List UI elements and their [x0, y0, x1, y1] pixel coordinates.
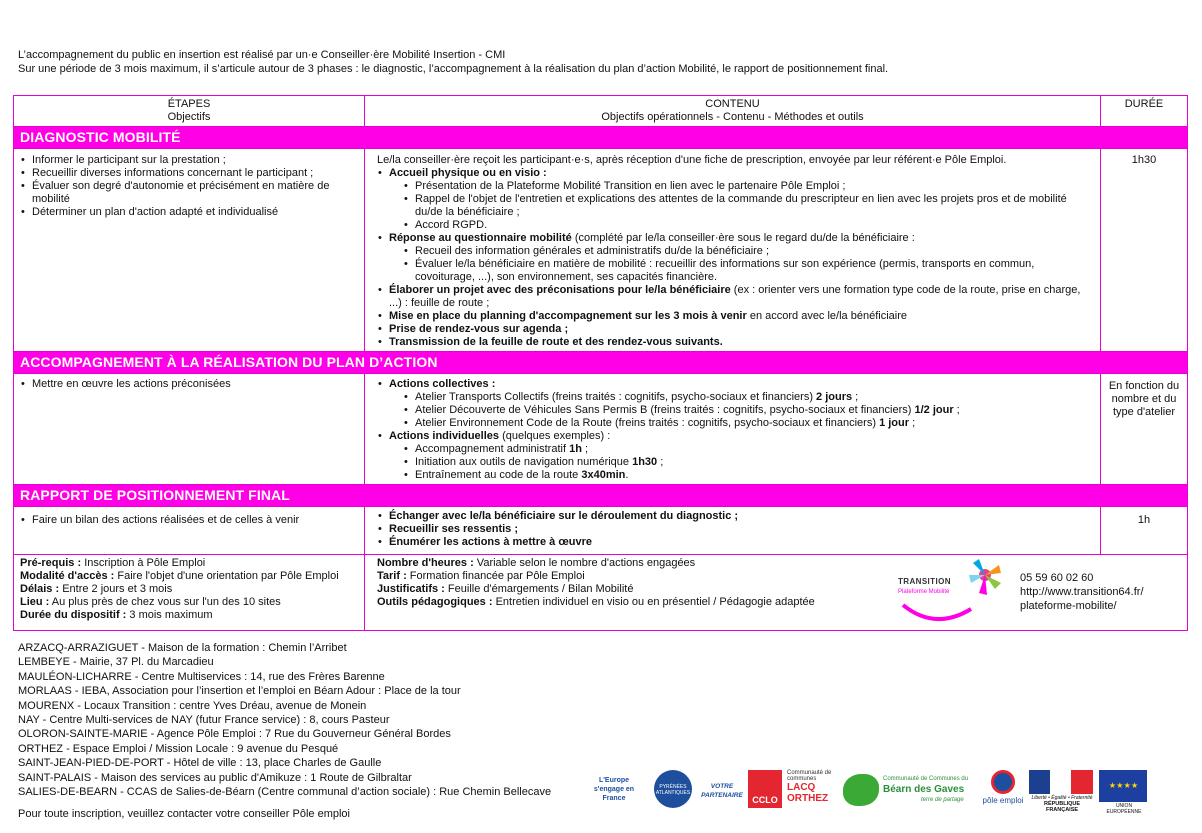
ue-name: UNION EUROPÉENNE: [1106, 803, 1142, 815]
transition-logo-sub: Plateforme Mobilité: [898, 589, 950, 595]
site-item: ORTHEZ - Espace Emploi / Mission Locale : 9 avenue du Pesqué: [18, 742, 339, 755]
bearn-name: Béarn des Gaves: [883, 784, 965, 795]
intro-text: [18, 48, 888, 76]
item-duration: 1 jour: [879, 417, 910, 429]
item-text: Atelier Transports Collectifs (freins traités : cognitifs, psycho-sociaux et financiers): [415, 391, 817, 403]
item-end: ;: [909, 417, 916, 429]
list-item: • Rappel de l'objet de l'entretien et explications des attentes de la commande du prescripteur en lien avec les projets pros et de mobilité du/de la bénéficiaire ;: [415, 193, 1094, 219]
indiv-title: Actions individuelles: [389, 430, 500, 442]
list-item: • Mettre en œuvre les actions préconisées: [32, 378, 358, 391]
projet-rest: (ex : orienter vers une formation type code de la route, prise en charge, ...) : feuille de route ;: [389, 284, 1081, 309]
header-duree: DURÉE: [1124, 98, 1164, 110]
pyrenees-icon: PYRÉNÉES ATLANTIQUES: [654, 770, 692, 808]
accueil-list: [389, 180, 1094, 232]
pole-emploi-logo: [979, 770, 1027, 812]
footer-note: Pour toute inscription, veuillez contacter votre conseiller Pôle emploi: [18, 808, 350, 820]
info-value: Formation financée par Pôle Emploi: [406, 570, 585, 582]
site-item: ARZACQ-ARRAZIGUET - Maison de la formation : Chemin l’Arribet: [18, 642, 347, 654]
cclo-logo: [747, 770, 783, 812]
quest-title: Réponse au questionnaire mobilité: [389, 232, 572, 244]
bearn-icon: [843, 774, 879, 806]
rapport-list: [377, 510, 1094, 549]
accueil-title: Accueil physique ou en visio :: [389, 167, 547, 179]
rapport-item: Énumérer les actions à mettre à œuvre: [389, 536, 592, 548]
planning-title: Mise en place du planning d'accompagnement sur les 3 mois à venir: [389, 310, 747, 322]
transition-logo-name: TRANSITION: [898, 577, 951, 586]
list-item: [389, 336, 1094, 349]
site-item: LEMBEYE - Mairie, 37 Pl. du Marcadieu: [18, 656, 214, 669]
duration-accompagnement: En fonction du nombre et du type d'atelier: [1108, 380, 1180, 418]
marianne-icon: [1029, 770, 1093, 794]
diag-intro: Le/la conseiller·ère reçoit les participant·e·s, après réception d'une fiche de prescription, envoyée par leur référent·e Pôle Emploi.: [377, 154, 1007, 166]
contact-block: [1020, 571, 1144, 613]
info-label: Outils pédagogiques :: [377, 596, 493, 608]
item-text: Atelier Environnement Code de la Route (freins traités : cognitifs, psycho-sociaux et financiers): [415, 417, 880, 429]
list-item: [389, 310, 1094, 323]
list-item: [415, 469, 1094, 482]
program-table: [13, 95, 1188, 631]
bearn-logo: [843, 770, 973, 812]
item-end: ;: [953, 404, 960, 416]
indiv-rest: (quelques exemples) :: [499, 430, 611, 442]
accomp-content-list: [377, 378, 1094, 482]
info-label: Lieu :: [20, 596, 50, 608]
info-value: Inscription à Pôle Emploi: [81, 557, 206, 569]
list-item: [389, 167, 1094, 232]
contact-phone: 05 59 60 02 60: [1020, 572, 1094, 584]
info-label: Pré-requis :: [20, 557, 82, 569]
header-contenu-sub: Objectifs opérationnels - Contenu - Méthodes et outils: [601, 111, 864, 123]
list-item: [415, 443, 1094, 456]
table-header: [14, 96, 1188, 127]
section-row-rapport: [14, 507, 1188, 555]
site-item: MOURENX - Locaux Transition : centre Yves Dréau, avenue de Monein: [18, 699, 367, 712]
list-item: [389, 536, 1094, 549]
planning-rest: en accord avec le/la bénéficiaire: [746, 310, 907, 322]
info-value: Au plus près de chez vous sur l'un des 10 sites: [49, 596, 281, 608]
header-contenu: CONTENU: [705, 98, 760, 110]
site-item: SAINT-JEAN-PIED-DE-PORT - Hôtel de ville : 13, place Charles de Gaulle: [18, 757, 382, 770]
diag-content-list: [377, 167, 1094, 349]
list-item: [415, 391, 1094, 404]
quest-list: [389, 245, 1094, 284]
coll-list: [389, 391, 1094, 430]
item-duration: 2 jours: [816, 391, 853, 403]
objectives-list: [20, 514, 358, 527]
rf-name: RÉPUBLIQUE FRANÇAISE: [1043, 801, 1081, 813]
item-text: Initiation aux outils de navigation numérique: [415, 456, 633, 468]
header-etapes: ÉTAPES: [167, 98, 211, 110]
list-item: [415, 404, 1094, 417]
item-end: ;: [657, 456, 664, 468]
rf-motto: Liberté • Égalité • Fraternité: [1031, 795, 1093, 801]
list-item: [389, 430, 1094, 482]
item-end: .: [625, 469, 629, 481]
info-value: Entretien individuel en visio ou en présentiel / Pédagogie adaptée: [492, 596, 815, 608]
bearn-top: Communauté de Communes du: [883, 776, 969, 782]
item-text: Atelier Découverte de Véhicules Sans Permis B (freins traités : cognitifs, psycho-sociaux et financiers): [415, 404, 915, 416]
info-value: Entre 2 jours et 3 mois: [59, 583, 173, 595]
duration-rapport: 1h: [1137, 514, 1151, 526]
info-line: [20, 557, 358, 570]
list-item: [389, 510, 1094, 523]
bearn-sub: terre de partage: [921, 797, 964, 803]
header-objectifs: Objectifs: [167, 111, 211, 123]
contact-url-2[interactable]: plateforme-mobilite/: [1020, 600, 1117, 612]
site-item: OLORON-SAINTE-MARIE - Agence Pôle Emploi : 7 Rue du Gouverneur Général Bordes: [18, 728, 451, 741]
list-item: [415, 456, 1094, 469]
item-duration: 1h: [569, 443, 582, 455]
info-value: 3 mois maximum: [126, 609, 213, 621]
info-label: Durée du dispositif :: [20, 609, 127, 621]
rdv-text: Prise de rendez-vous sur agenda ;: [389, 323, 569, 335]
info-line: [20, 609, 358, 622]
site-item: NAY - Centre Multi-services de NAY (futur France service) : 8, cours Pasteur: [18, 714, 390, 727]
item-duration: 3x40min: [581, 469, 626, 481]
list-item: [389, 284, 1094, 310]
europe-logo: L'Europe s'engage en France: [593, 777, 635, 802]
info-label: Tarif :: [377, 570, 407, 582]
section-header-rapport: RAPPORT DE POSITIONNEMENT FINAL: [14, 485, 1188, 507]
pole-emploi-name: pôle emploi: [982, 796, 1024, 805]
list-item: • Recueillir diverses informations concernant le participant ;: [32, 167, 358, 180]
info-line: [20, 570, 358, 583]
item-text: Entraînement au code de la route: [415, 469, 582, 481]
site-item: MORLAAS - IEBA, Association pour l’insertion et l’emploi en Béarn Adour : Place de la tour: [18, 685, 461, 698]
info-line: [20, 583, 358, 596]
info-label: Délais :: [20, 583, 60, 595]
rapport-item: Recueillir ses ressentis ;: [389, 523, 519, 535]
info-label: Nombre d'heures :: [377, 557, 474, 569]
list-item: [389, 523, 1094, 536]
contact-url[interactable]: http://www.transition64.fr/: [1020, 586, 1144, 598]
transmission-text: Transmission de la feuille de route et des rendez-vous suivants.: [389, 336, 723, 348]
list-item: [389, 323, 1094, 336]
partenaire-text: VOTRE PARTENAIRE: [701, 783, 743, 799]
list-item: • Faire un bilan des actions réalisées et de celles à venir: [32, 514, 358, 527]
laco-top: Communauté de communes: [787, 770, 832, 782]
list-item: • Déterminer un plan d'action adapté et individualisé: [32, 206, 358, 219]
list-item: • Informer le participant sur la prestation ;: [32, 154, 358, 167]
list-item: • Présentation de la Plateforme Mobilité Transition en lien avec le partenaire Pôle Emploi ;: [415, 180, 1094, 193]
info-line: [377, 557, 1181, 570]
site-item: SALIES-DE-BEARN - CCAS de Salies-de-Béarn (Centre communal d’action sociale) : Rue Chemin Bellecave: [18, 786, 552, 799]
intro-line-1: L’accompagnement du public en insertion est réalisé par un·e Conseiller·ère Mobilité Insertion - CMI: [18, 49, 506, 61]
item-duration: 1/2 jour: [914, 404, 954, 416]
list-item: [389, 378, 1094, 430]
list-item: [415, 417, 1094, 430]
ue-logo: [1099, 770, 1149, 815]
sites-list: [18, 641, 551, 799]
item-duration: 1h30: [632, 456, 658, 468]
section-row-diagnostic: [14, 149, 1188, 352]
section-header-diagnostic: DIAGNOSTIC MOBILITÉ: [14, 127, 1188, 149]
indiv-list: [389, 443, 1094, 482]
list-item: • Évaluer son degré d'autonomie et précisément en matière de mobilité: [32, 180, 358, 206]
info-label: Justificatifs :: [377, 583, 445, 595]
quest-rest: (complété par le/la conseiller·ère sous le regard du/de la bénéficiaire :: [571, 232, 915, 244]
list-item: • Recueil des information générales et administratifs du/de la bénéficiaire ;: [415, 245, 1094, 258]
transition-logo: [895, 557, 1010, 627]
list-item: [389, 232, 1094, 284]
partner-logos: [583, 770, 1193, 815]
duration-diagnostic: 1h30: [1131, 154, 1157, 166]
eu-flag-icon: ★ ★ ★ ★: [1099, 770, 1147, 802]
info-value: Faire l'objet d'une orientation par Pôle Emploi: [114, 570, 339, 582]
laco-logo: [787, 770, 837, 812]
item-end: ;: [852, 391, 859, 403]
site-item: MAULÉON-LICHARRE - Centre Multiservices : 14, rue des Frères Barenne: [18, 670, 385, 683]
list-item: • Accord RGPD.: [415, 219, 1094, 232]
list-item: • Évaluer le/la bénéficiaire en matière de mobilité : recueillir des informations sur son expérience (permis, transports en commun, covoiturage, ...), son environnement, ses capacités financière.: [415, 258, 1094, 284]
intro-line-2: Sur une période de 3 mois maximum, il s’articule autour de 3 phases : le diagnostic, l’accompagnement à la réalisation du plan d’action Mobilité, le rapport de positionnement final.: [18, 63, 889, 75]
coll-title: Actions collectives :: [389, 378, 496, 390]
pyrenees-logo: [649, 770, 697, 812]
projet-title: Élaborer un projet avec des préconisations pour le/la bénéficiaire: [389, 284, 731, 296]
rapport-item: Échanger avec le/la bénéficiaire sur le déroulement du diagnostic ;: [389, 510, 739, 522]
site-item: SAINT-PALAIS - Maison des services au public d'Amikuze : 1 Route de Gilbraltar: [18, 771, 412, 784]
info-value: Feuille d'émargements / Bilan Mobilité: [444, 583, 634, 595]
objectives-list: [20, 154, 358, 219]
info-line: [20, 596, 358, 609]
item-end: ;: [581, 443, 589, 455]
info-row: [14, 555, 1188, 631]
section-row-accompagnement: [14, 374, 1188, 485]
cclo-icon: CCLO: [748, 770, 782, 808]
laco-name: LACQ ORTHEZ: [787, 782, 829, 804]
pole-emploi-icon: [991, 770, 1015, 794]
info-value: Variable selon le nombre d'actions engagées: [473, 557, 696, 569]
section-header-accompagnement: ACCOMPAGNEMENT À LA RÉALISATION DU PLAN D’ACTION: [14, 352, 1188, 374]
info-label: Modalité d'accès :: [20, 570, 115, 582]
republique-logo: [1029, 770, 1095, 812]
objectives-list: [20, 378, 358, 391]
item-text: Accompagnement administratif: [415, 443, 570, 455]
